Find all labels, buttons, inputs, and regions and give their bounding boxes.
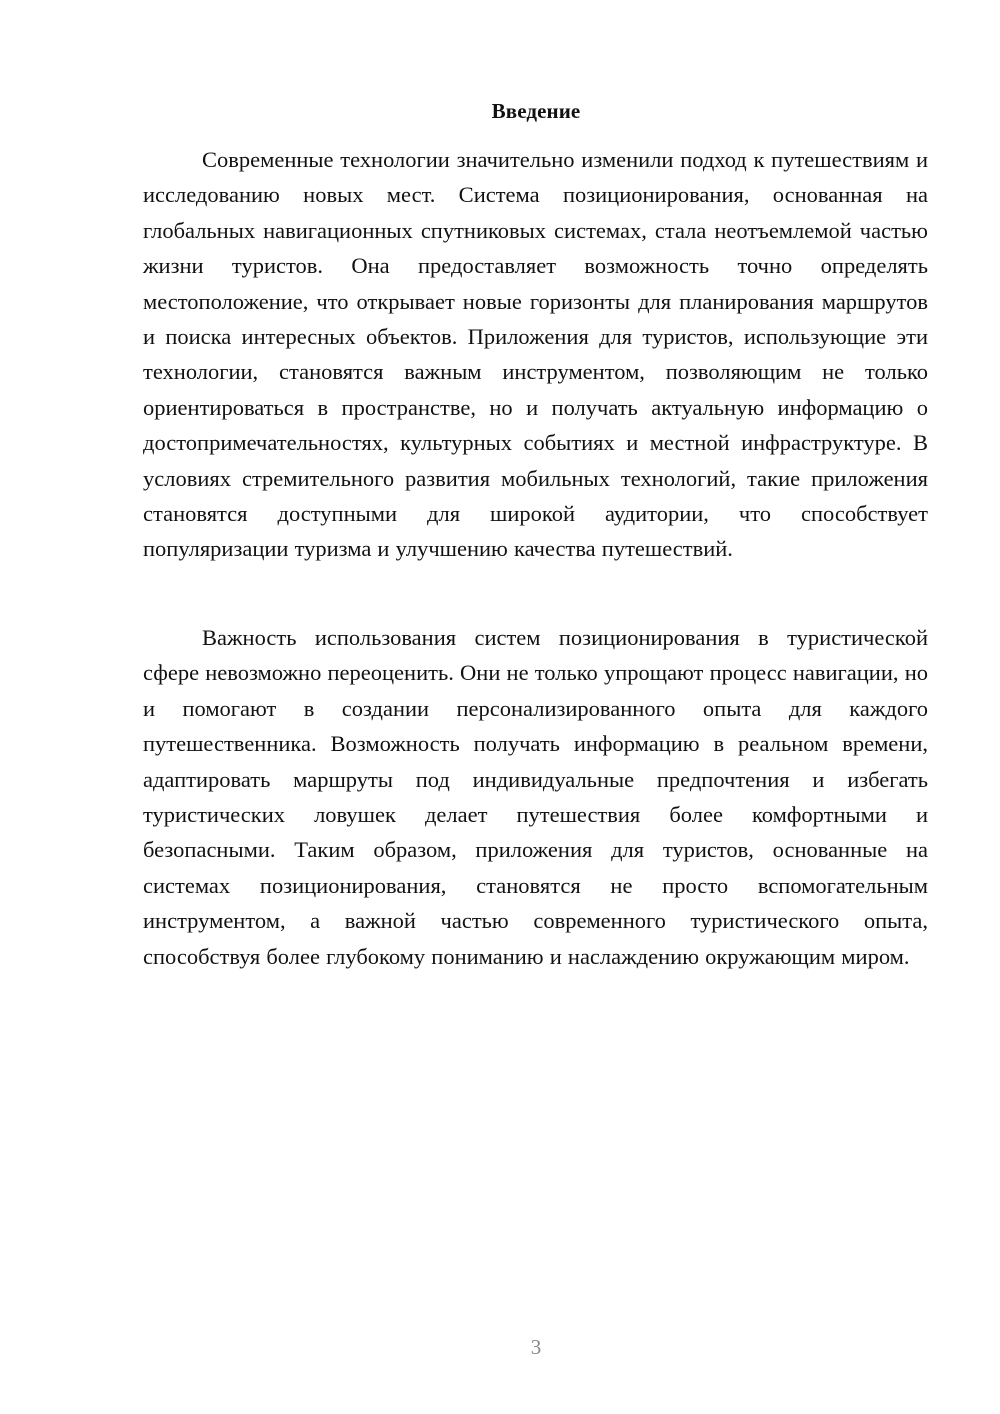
- paragraph-2: Важность использования систем позиционирования в туристической сфере невозможно переоценить. Они не только упрощают процесс навигации, но и помогают в создании персонализированного опыта для каждого путешественника. Возможность получать информацию в реальном времени, адаптировать маршруты под индивидуальные предпочтения и избегать туристических ловушек делает путешествия более комфортными и безопасными. Таким образом, приложения для туристов, основанные на системах позиционирования, становятся не просто вспомогательным инструментом, а важной частью современного туристического опыта, способствуя более глубокому пониманию и наслаждению окружающим миром.: [143, 625, 928, 969]
- paragraph-1: Современные технологии значительно изменили подход к путешествиям и исследованию новых мест. Система позиционирования, основанная на глобальных навигационных спутниковых системах, стала неотъемлемой частью жизни туристов. Она предоставляет возможность точно определять местоположение, что открывает новые горизонты для планирования маршрутов и поиска интересных объектов. Приложения для туристов, использующие эти технологии, становятся важным инструментом, позволяющим не только ориентироваться в пространстве, но и получать актуальную информацию о достопримечательностях, культурных событиях и местной инфраструктуре. В условиях стремительного развития мобильных технологий, такие приложения становятся доступными для широкой аудитории, что способствует популяризации туризма и улучшению качества путешествий.: [143, 147, 928, 562]
- page-number: 3: [530, 1335, 542, 1359]
- section-heading: Введение: [491, 99, 581, 123]
